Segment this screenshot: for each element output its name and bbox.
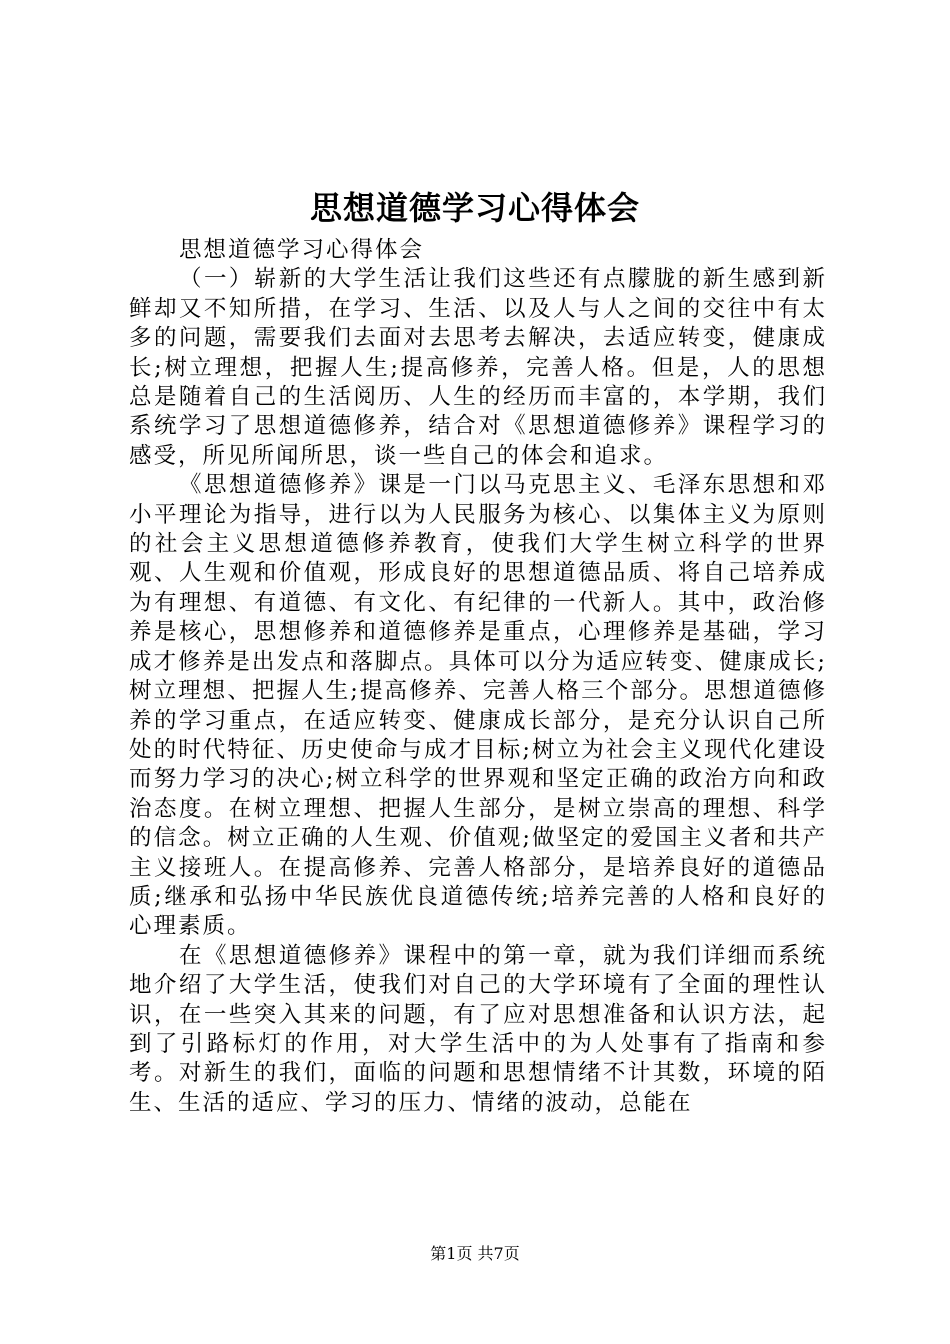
document-title: 思想道德学习心得体会	[309, 189, 640, 227]
document-body	[129, 236, 827, 1118]
paragraph-subtitle: 思想道德学习心得体会	[179, 237, 425, 263]
paragraph: 《思想道德修养》课是一门以马克思主义、毛泽东思想和邓小平理论为指导，进行以为人民服务为核心、以集体主义为原则的社会主义思想道德修养教育，使我们大学生树立科学的世界观、人生观和价值观，形成良好的思想道德品质、将自己培养成为有理想、有道德、有文化、有纪律的一代新人。其中，政治修养是核心，思想修养和道德修养是重点，心理修养是基础，学习成才修养是出发点和落脚点。具体可以分为适应转变、健康成长;树立理想、把握人生;提高修养、完善人格三个部分。思想道德修养的学习重点，在适应转变、健康成长部分，是充分认识自己所处的时代特征、历史使命与成才目标;树立为社会主义现代化建设而努力学习的决心;树立科学的世界观和坚定正确的政治方向和政治态度。在树立理想、把握人生部分，是树立崇高的理想、科学的信念。树立正确的人生观、价值观;做坚定的爱国主义者和共产主义接班人。在提高修养、完善人格部分，是培养良好的道德品质;继承和弘扬中华民族优良道德传统;培养完善的人格和良好的心理素质。	[129, 472, 827, 940]
paragraph: 在《思想道德修养》课程中的第一章，就为我们详细而系统地介绍了大学生活，使我们对自己的大学环境有了全面的理性认识，在一些突入其来的问题，有了应对思想准备和认识方法，起到了引路标灯的作用，对大学生活中的为人处事有了指南和参考。对新生的我们，面临的问题和思想情绪不计其数，环境的陌生、生活的适应、学习的压力、情绪的波动，总能在	[129, 942, 827, 1116]
page-footer: 第1页 共7页	[430, 1244, 520, 1263]
paragraph: （一）崭新的大学生活让我们这些还有点朦胧的新生感到新鲜却又不知所措，在学习、生活、以及人与人之间的交往中有太多的问题，需要我们去面对去思考去解决，去适应转变，健康成长;树立理想，把握人生;提高修养，完善人格。但是，人的思想总是随着自己的生活阅历、人生的经历而丰富的，本学期，我们系统学习了思想道德修养，结合对《思想道德修养》课程学习的感受，所见所闻所思，谈一些自己的体会和追求。	[129, 266, 827, 469]
